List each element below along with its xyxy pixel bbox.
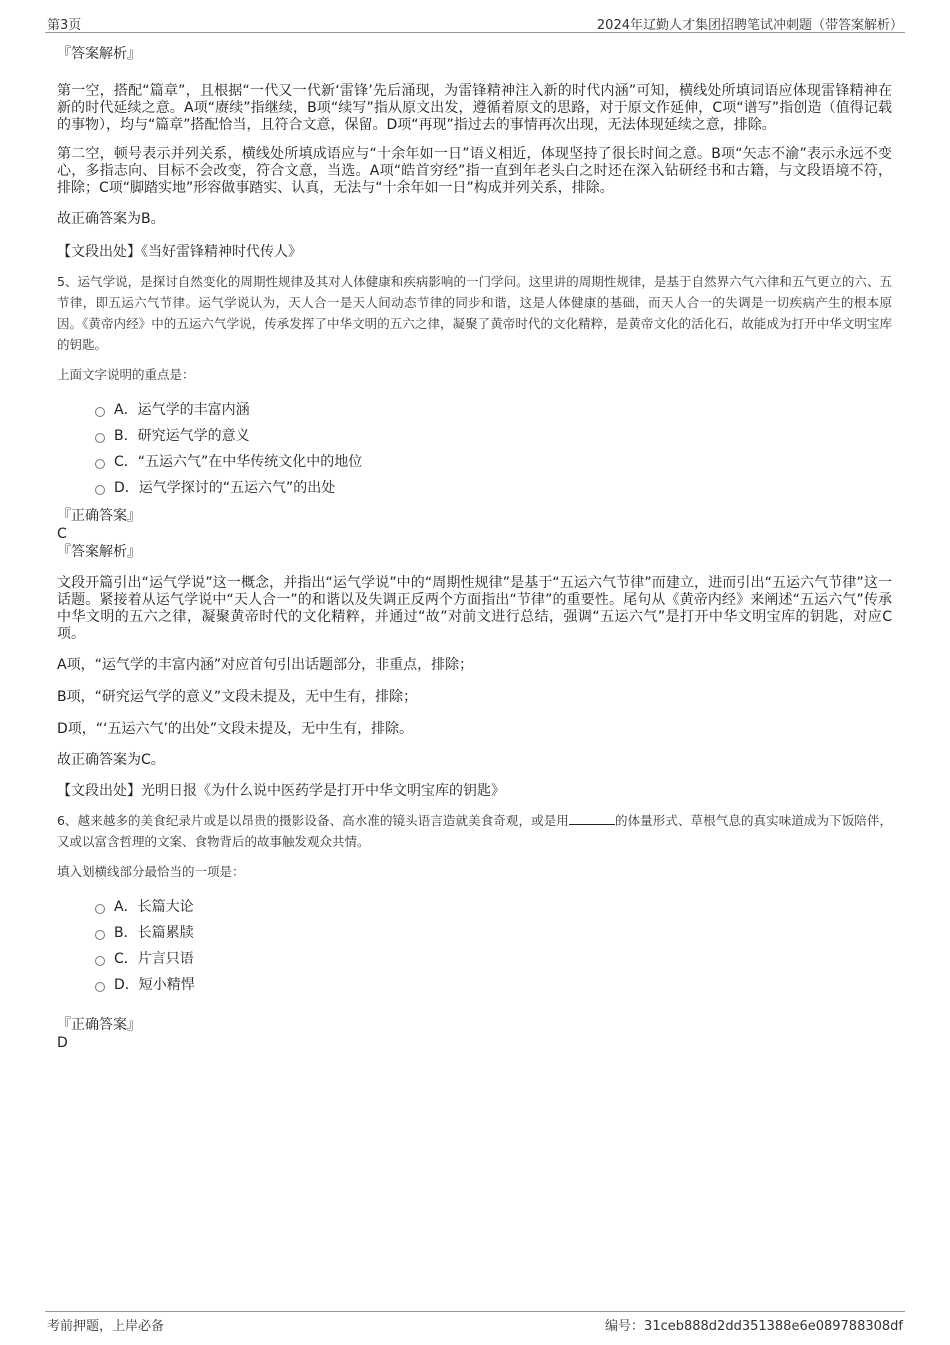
analysis-conclusion: 故正确答案为C。 [57,752,165,768]
radio-button[interactable] [95,930,105,940]
option-label: B．长篇累牍 [114,925,194,941]
option-a[interactable] [95,397,892,423]
option-a[interactable] [95,894,892,920]
analysis-paragraph: 文段开篇引出“运气学说”这一概念，并指出“运气学说”中的“周期性规律”是基于“五运六气节律”而建立，进而引出“五运六气节律”这一话题。紧接着从运气学说中“天人合一”的和谐以及失调正反两个方面指出“节律”的重要性。尾句从《黄帝内经》来阐述“五运六气”传承中华文明的五六之律，凝聚黄帝时代的文化精粹，并通过“故”对前文进行总结，强调“五运六气”是打开中华文明宝库的钥匙，对应C项。 [57,575,892,642]
radio-button[interactable] [95,407,105,417]
footer-slogan: 考前押题，上岸必备 [47,1319,165,1334]
page-footer [45,1311,905,1335]
document-id: 编号：31ceb888d2dd351388e6e089788308df [605,1319,903,1334]
fill-blank [569,813,615,825]
radio-button[interactable] [95,433,105,443]
radio-button[interactable] [95,459,105,469]
analysis-item-b: B项，“研究运气学的意义”文段未提及，无中生有，排除； [57,689,418,705]
question-6-text: 6、越来越多的美食纪录片或是以昂贵的摄影设备、高水准的镜头语言造就美食奇观，或是用 的体量形式、草根气息的真实味道成为下饭陪伴，又或以富含哲理的文案、食物背后的故事触发观众共情。 [57,813,892,849]
option-c[interactable] [95,449,892,475]
analysis-paragraph-2: 第二空，顿号表示并列关系，横线处所填成语应与“十余年如一日”语义相近，体现坚持了很长时间之意。B项“矢志不渝”表示永远不变心，多指志向、目标不会改变，符合文意，当选。A项“皓首穷经”指一直到年老头白之时还在深入钻研经书和古籍，与文段语境不符，排除；C项“脚踏实地”形容做事踏实、认真，无法与“十余年如一日”构成并列关系，排除。 [57,146,892,196]
option-label: B．研究运气学的意义 [114,428,250,444]
page-content [57,40,892,1052]
analysis-conclusion: 故正确答案为B。 [57,211,165,227]
source-citation: 【文段出处】光明日报《为什么说中医药学是打开中华文明宝库的钥匙》 [57,783,505,799]
option-label: C．“五运六气”在中华传统文化中的地位 [114,454,363,470]
analysis-heading: 『答案解析』 [57,544,141,560]
page-header [45,14,905,33]
option-c[interactable] [95,946,892,972]
question-number: 5、 [57,274,78,289]
option-label: D．短小精悍 [114,977,195,993]
radio-button[interactable] [95,904,105,914]
question-5-prompt: 上面文字说明的重点是： [57,367,195,382]
option-label: A．长篇大论 [114,899,194,915]
radio-button[interactable] [95,485,105,495]
question-number: 6、 [57,813,78,828]
radio-button[interactable] [95,956,105,966]
option-b[interactable] [95,920,892,946]
question-6-options [95,894,892,998]
correct-answer-heading: 『正确答案』 [57,508,141,524]
question-5-text: 5、运气学说，是探讨自然变化的周期性规律及其对人体健康和疾病影响的一门学问。这里讲的周期性规律，是基于自然界六气六律和五气更立的六、五节律，即五运六气节律。运气学说认为，天人合一是天人间动态节律的同步和谐，这是人体健康的基础，而天人合一的失调是一切疾病产生的根本原因。《黄帝内经》中的五运六气学说，传承发挥了中华文明的五六之律，凝聚了黄帝时代的文化精粹，是黄帝文化的活化石，故能成为打开中华文明宝库的钥匙。 [57,274,892,352]
radio-button[interactable] [95,982,105,992]
option-label: A．运气学的丰富内涵 [114,402,250,418]
analysis-item-a: A项，“运气学的丰富内涵”对应首句引出话题部分，非重点，排除； [57,657,474,673]
correct-answer: C [57,526,67,542]
option-label: D．运气学探讨的“五运六气”的出处 [114,480,336,496]
option-d[interactable] [95,972,892,998]
page-number: 第3页 [47,18,82,33]
analysis-paragraph-1: 第一空，搭配“篇章”，且根据“一代又一代新‘雷锋’先后涌现，为雷锋精神注入新的时代内涵”可知，横线处所填词语应体现雷锋精神在新的时代延续之意。A项“赓续”指继续，B项“续写”指从原文出发，遵循着原文的思路，对于原文作延伸，C项“谱写”指创造（值得记载的事物），均与“篇章”搭配恰当，且符合文意，保留。D项“再现”指过去的事情再次出现，无法体现延续之意，排除。 [57,83,892,133]
question-5-options [95,397,892,501]
analysis-item-d: D项，“‘五运六气’的出处”文段未提及，无中生有，排除。 [57,721,414,737]
correct-answer: D [57,1035,68,1051]
analysis-heading: 『答案解析』 [57,46,141,62]
option-d[interactable] [95,475,892,501]
document-title: 2024年辽勤人才集团招聘笔试冲刺题（带答案解析） [596,18,903,33]
option-label: C．片言只语 [114,951,194,967]
correct-answer-heading: 『正确答案』 [57,1017,141,1033]
source-citation: 【文段出处】《当好雷锋精神时代传人》 [57,244,302,260]
option-b[interactable] [95,423,892,449]
question-6-prompt: 填入划横线部分最恰当的一项是： [57,864,245,879]
